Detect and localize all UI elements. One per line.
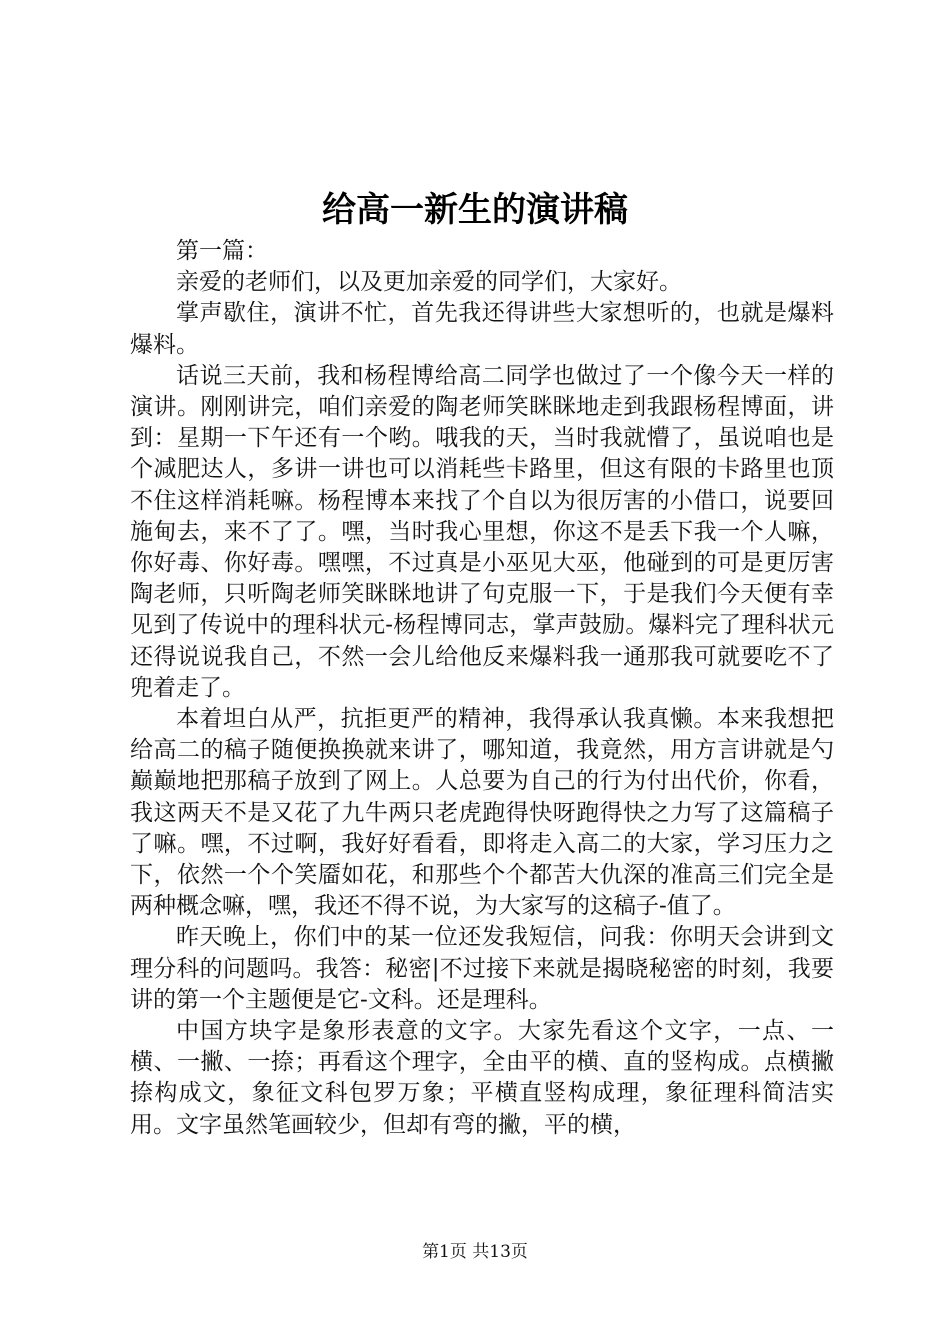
- paragraph: 第一篇：: [176, 238, 268, 264]
- page-number-footer: 第1页 共13页: [422, 1242, 528, 1262]
- paragraph: 掌声歇住，演讲不忙，首先我还得讲些大家想听的，也就是爆料爆料。: [130, 300, 834, 358]
- paragraph: 昨天晚上，你们中的某一位还发我短信，问我：你明天会讲到文理分科的问题吗。我答：秘密|不过接下来就是揭晓秘密的时刻，我要讲的第一个主题便是它-文科。还是理科。: [130, 924, 834, 1013]
- paragraph: 话说三天前，我和杨程博给高二同学也做过了一个像今天一样的演讲。刚刚讲完，咱们亲爱的陶老师笑眯眯地走到我跟杨程博面，讲到：星期一下午还有一个哟。哦我的天，当时我就懵了，虽说咱也是个减肥达人，多讲一讲也可以消耗些卡路里，但这有限的卡路里也顶不住这样消耗嘛。杨程博本来找了个自以为很厉害的小借口，说要回施甸去，来不了了。嘿，当时我心里想，你这不是丢下我一个人嘛，你好毒、你好毒。嘿嘿，不过真是小巫见大巫，他碰到的可是更厉害陶老师，只听陶老师笑眯眯地讲了句克服一下，于是我们今天便有幸见到了传说中的理科状元-杨程博同志，掌声鼓励。爆料完了理科状元还得说说我自己，不然一会儿给他反来爆料我一通那我可就要吃不了兜着走了。: [130, 362, 834, 701]
- paragraph: 亲爱的老师们，以及更加亲爱的同学们，大家好。: [176, 269, 682, 296]
- document-body: [130, 236, 834, 1141]
- paragraph: 本着坦白从严，抗拒更严的精神，我得承认我真懒。本来我想把给高二的稿子随便换换就来讲了，哪知道，我竟然，用方言讲就是勺巅巅地把那稿子放到了网上。人总要为自己的行为付出代价，你看，我这两天不是又花了九牛两只老虎跑得快呀跑得快之力写了这篇稿子了嘛。嘿，不过啊，我好好看看，即将走入高二的大家，学习压力之下，依然一个个笑靥如花，和那些个个都苦大仇深的准高三们完全是两种概念嘛，嘿，我还不得不说，为大家写的这稿子-值了。: [130, 706, 834, 920]
- paragraph: 中国方块字是象形表意的文字。大家先看这个文字，一点、一横、一撇、一捺；再看这个理字，全由平的横、直的竖构成。点横撇捺构成文，象征文科包罗万象；平横直竖构成理，象征理科简洁实用。文字虽然笔画较少，但却有弯的撇，平的横，: [130, 1018, 834, 1138]
- document-title: 给高一新生的演讲稿: [322, 190, 628, 230]
